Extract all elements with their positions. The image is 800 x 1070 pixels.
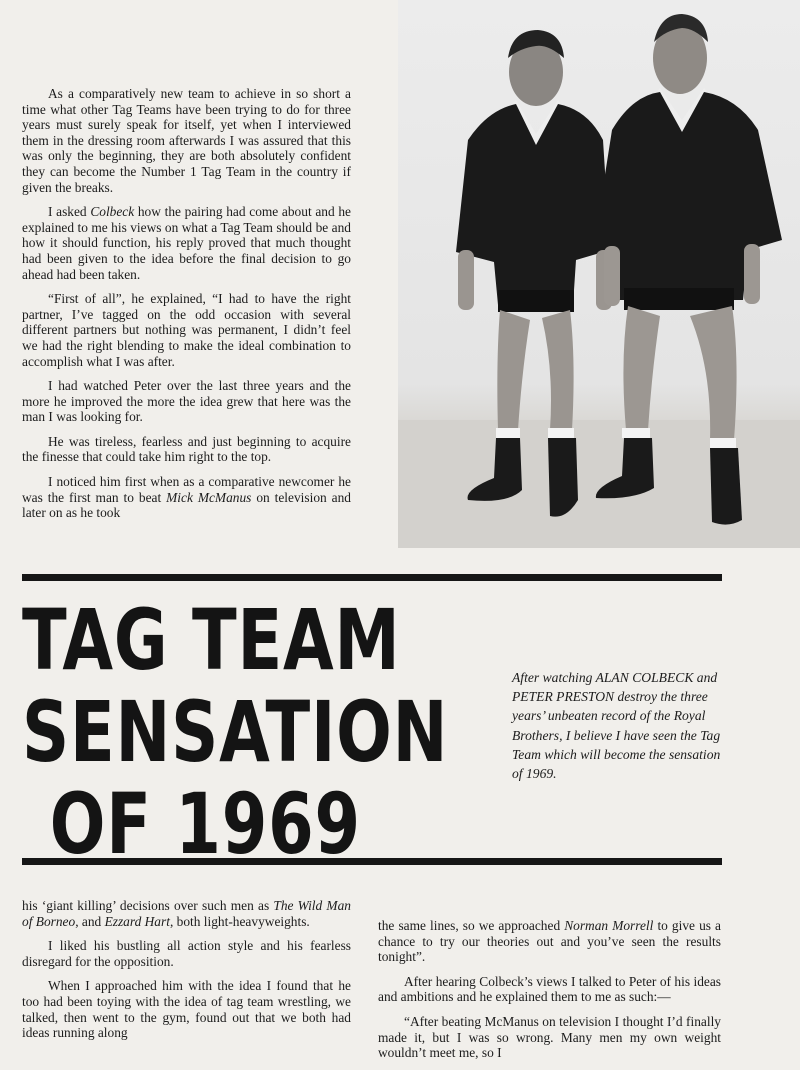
- intro-standfirst: After watching ALAN COLBECK and PETER PRESTON destroy the three years’ unbeaten record of the Royal Brothers, I believe I have seen the Tag Team which will become the sensation of 1969.: [512, 670, 721, 782]
- headline-line-1: TAG TEAM: [22, 591, 401, 689]
- name-ezzard-hart: Ezzard Hart: [104, 913, 170, 929]
- name-colbeck: Colbeck: [90, 204, 135, 220]
- article-column-bottom-left: [22, 898, 351, 1050]
- headline-line-2: SENSATION: [22, 683, 449, 781]
- paragraph: After hearing Colbeck’s views I talked to Peter of his ideas and ambitions and he explained them to me as such:—: [378, 973, 721, 1005]
- paragraph: When I approached him with the idea I found that he too had been toying with the idea of tag team wrestling, we talked, then went to the gym, found out that we both had ideas running along: [22, 978, 351, 1041]
- name-norman-morrell: Norman Morrell: [564, 918, 654, 933]
- divider-top: [22, 574, 722, 581]
- name-mick-mcmanus: Mick McManus: [166, 489, 252, 505]
- paragraph: his ‘giant killing’ decisions over such men as The Wild Man of Borneo, and Ezzard Hart, both light-heavyweights.: [22, 898, 351, 929]
- paragraph: I noticed him first when as a comparative newcomer he was the first man to beat Mick McManus on television and later on as he took: [22, 474, 351, 521]
- wrestlers-photo: [398, 0, 800, 548]
- headline: [22, 591, 449, 873]
- name-wild-man-of-borneo: The Wild Man of Borneo: [22, 898, 351, 929]
- paragraph: I asked Colbeck how the pairing had come about and he explained to me his views on what a Tag Team should be and how it should function, his reply proved that much thought had been given to the idea before the final decision to go ahead had been taken.: [22, 204, 351, 282]
- paragraph: As a comparatively new team to achieve in so short a time what other Tag Teams have been trying to do for three years must surely speak for itself, yet when I interviewed them in the dressing room afterwards I was assured that this was only the beginning, they are both absolutely confident they can become the Number 1 Tag Team in the country if given the breaks.: [22, 86, 351, 195]
- paragraph: I had watched Peter over the last three years and the more he improved the more the idea grew that here was the man I was looking for.: [22, 378, 351, 425]
- headline-line-3: OF 1969: [49, 775, 361, 873]
- paragraph: “First of all”, he explained, “I had to have the right partner, I’ve tagged on the odd occasion with several different partners but nothing was permanent, I didn’t feel we had the right blending to make the ideal combination to accomplish what I was after.: [22, 291, 351, 369]
- paragraph: the same lines, so we approached Norman Morrell to give us a chance to try our theories out and you’ve seen the results tonight”.: [378, 918, 721, 965]
- paragraph: He was tireless, fearless and just beginning to acquire the finesse that could take him right to the top.: [22, 433, 351, 465]
- paragraph: “After beating McManus on television I thought I’d finally made it, but I was so wrong. Many men my own weight wouldn’t meet me, so I: [378, 1013, 721, 1061]
- paragraph: I liked his bustling all action style and his fearless disregard for the opposition.: [22, 938, 351, 969]
- article-column-bottom-right: [378, 918, 721, 1070]
- article-column-top: [22, 86, 351, 530]
